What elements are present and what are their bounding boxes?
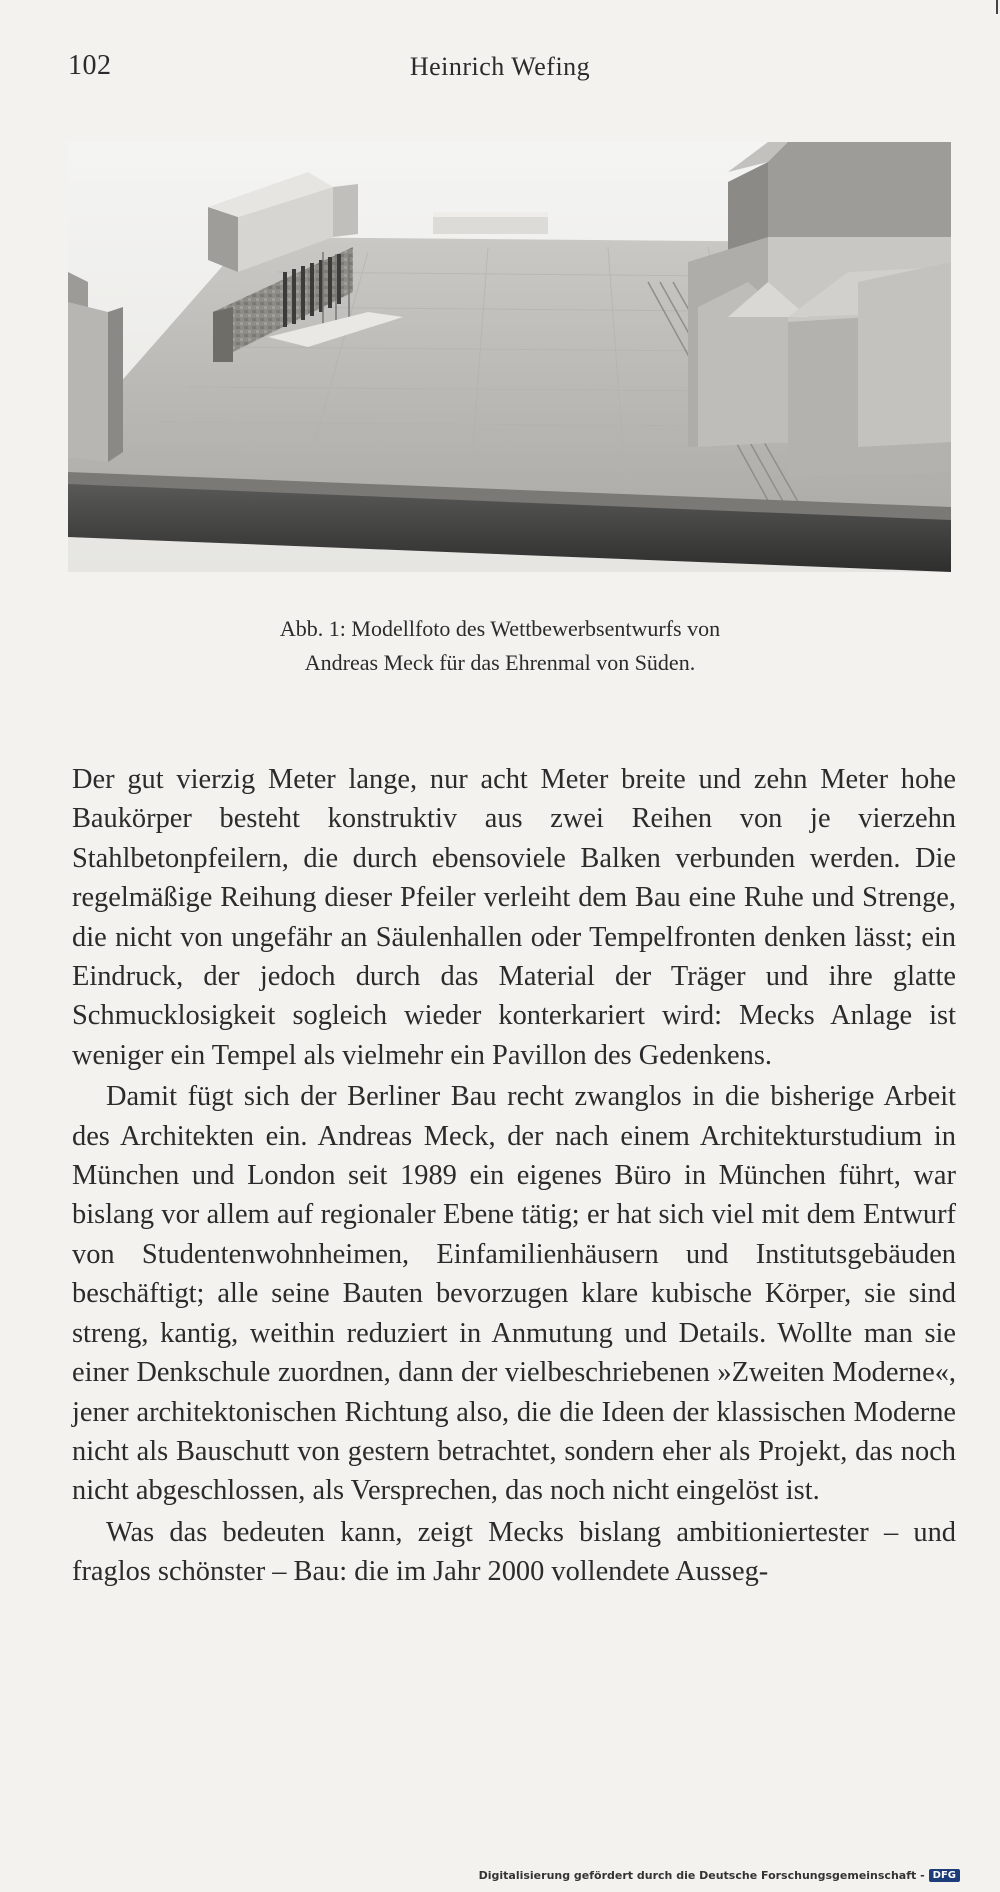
running-head: Heinrich Wefing — [409, 52, 591, 81]
figure-caption — [120, 612, 880, 680]
figure-model-photo — [68, 142, 951, 572]
dfg-logo: DFG — [929, 1869, 960, 1882]
paragraph-2: Damit fügt sich der Berliner Bau recht zwanglos in die bisherige Arbeit des Architekten ein. Andreas Meck, der nach einem Architekturstudium in München und London seit 1989 ein eigenes Büro in München führt, war bislang vor allem auf regionaler Ebene tätig; er hat sich viel mit dem Entwurf von Studentenwohnheimen, Einfamilienhäusern und Institutsgebäuden beschäftigt; alle seine Bauten bevorzugen klare kubische Körper, sie sind streng, kantig, weithin reduziert in Anmutung und Details. Wollte man sie einer Denkschule zuordnen, dann der vielbeschriebenen »Zweiten Moderne«, jener architektonischen Richtung also, die die Ideen der klassischen Moderne nicht als Bauschutt von gestern betrachtet, sondern eher als Projekt, das noch nicht abgeschlossen, als Versprechen, das noch nicht eingelöst ist. — [72, 1081, 956, 1507]
model-photo — [68, 142, 951, 572]
paragraph-3: Was das bedeuten kann, zeigt Mecks bislang ambitioniertester – und fraglos schönster – Bau: die im Jahr 2000 vollendete Ausseg- — [72, 1516, 956, 1588]
body-text — [72, 760, 956, 1592]
credit-text: Digitalisierung gefördert durch die Deutsche Forschungsgemeinschaft - — [478, 1869, 925, 1882]
paragraph-1: Der gut vierzig Meter lange, nur acht Meter breite und zehn Meter hohe Baukörper besteht konstruktiv aus zwei Reihen von je vierzehn Stahlbetonpfeilern, die durch ebensoviele Balken verbunden werden. Die regelmäßige Reihung dieser Pfeiler verleiht dem Bau eine Ruhe und Strenge, die nicht von ungefähr an Säulenhallen oder Tempelfronten denken lässt; ein Eindruck, der jedoch durch das Material der Träger und ihre glatte Schmucklosigkeit sogleich wieder konterkariert wird: Mecks Anlage ist weniger ein Tempel als vielmehr ein Pavillon des Gedenkens. — [72, 764, 956, 1071]
caption-line-1: Abb. 1: Modellfoto des Wettbewerbsentwurfs von — [279, 616, 721, 641]
digitization-credit — [479, 1869, 960, 1882]
page-number: 102 — [68, 50, 112, 81]
page-edge-mark — [996, 0, 998, 14]
caption-line-2: Andreas Meck für das Ehrenmal von Süden. — [304, 650, 696, 675]
